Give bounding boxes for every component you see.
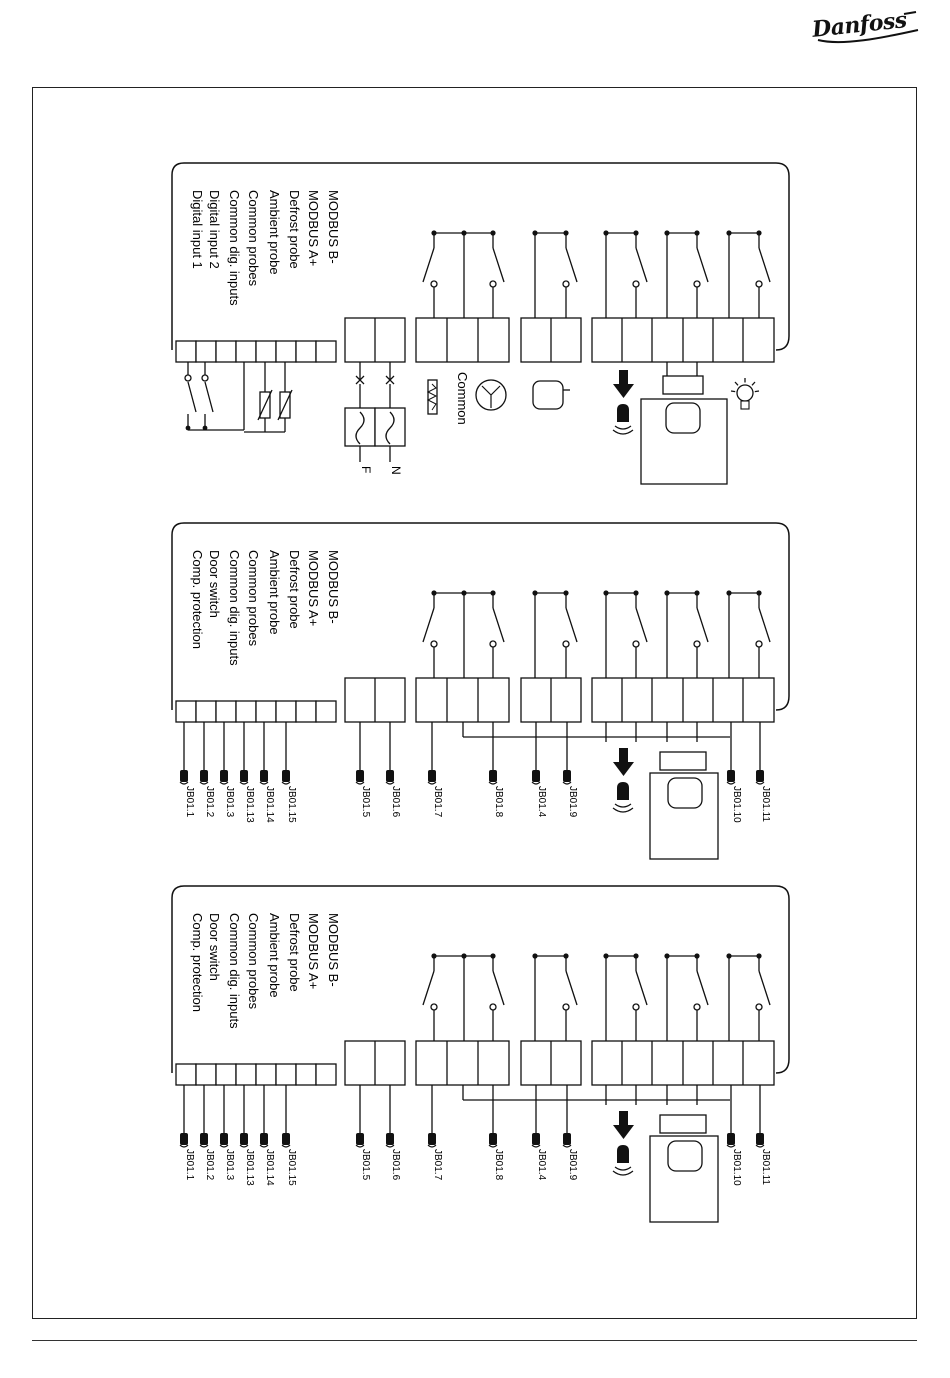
connector-tip <box>756 782 764 784</box>
bulb-ray <box>755 391 759 392</box>
relay-contact-terminal <box>490 641 496 647</box>
relay-contact <box>566 608 577 642</box>
input-terminal <box>256 701 276 722</box>
input-label-6: Door switch <box>207 913 222 981</box>
input-terminal <box>196 701 216 722</box>
relay-contact-terminal <box>694 641 700 647</box>
relay-terminal-block-a <box>416 318 509 362</box>
connector-label-JB01.1: JB01.1 <box>184 786 195 818</box>
connector-tip <box>356 782 364 784</box>
alarm-arrow-icon <box>613 1111 634 1139</box>
input-label-7: Comp. protection <box>190 550 205 649</box>
common-label: Common <box>455 372 470 425</box>
input-terminal <box>296 701 316 722</box>
input-label-6: Digital input 2 <box>207 190 222 269</box>
input-label-7: Comp. protection <box>190 913 205 1012</box>
brand-name: Danfoss <box>810 7 908 43</box>
connector-label-JB01.2: JB01.2 <box>204 786 215 818</box>
input-terminal <box>216 701 236 722</box>
alarm-sound-waves <box>613 1167 633 1175</box>
input-terminal <box>256 341 276 362</box>
input-terminal <box>176 341 196 362</box>
connector-label-JB01.4: JB01.4 <box>536 1149 547 1181</box>
connector-plug <box>356 770 364 782</box>
relay-contact <box>493 608 504 642</box>
connector-tip <box>220 1145 228 1147</box>
connector-tip <box>200 782 208 784</box>
input-label-0: MODBUS B- <box>326 913 341 987</box>
relay-terminal-block-a <box>416 1041 509 1085</box>
light-bulb-icon <box>737 385 753 401</box>
connector-plug <box>386 1133 394 1145</box>
relay-contact <box>423 971 434 1005</box>
connector-plug <box>220 1133 228 1145</box>
relay-contact-terminal <box>756 281 762 287</box>
relay-contact <box>423 608 434 642</box>
connector-plug <box>260 770 268 782</box>
connector-label-JB01.13: JB01.13 <box>244 1149 255 1186</box>
connector-label-JB01.10: JB01.10 <box>731 786 742 823</box>
input-terminal <box>296 341 316 362</box>
connector-plug <box>428 770 436 782</box>
relay-contact-terminal <box>694 1004 700 1010</box>
contactor <box>663 376 703 394</box>
input-label-2: Defrost probe <box>287 913 302 992</box>
contactor <box>660 752 706 770</box>
connector-tip <box>386 1145 394 1147</box>
input-label-7: Digital input 1 <box>190 190 205 269</box>
bulb-ray <box>731 391 735 392</box>
input-label-1: MODBUS A+ <box>306 190 321 267</box>
connector-plug <box>563 770 571 782</box>
input-label-3: Ambient probe <box>267 913 282 998</box>
bulb-ray <box>735 382 738 385</box>
input-terminal <box>236 341 256 362</box>
input-label-3: Ambient probe <box>267 550 282 635</box>
connector-label-JB01.8: JB01.8 <box>493 786 504 818</box>
relay-contact-terminal <box>633 641 639 647</box>
panel-power-supply <box>172 163 789 484</box>
connector-tip <box>180 1145 188 1147</box>
connector-label-JB01.15: JB01.15 <box>286 786 297 823</box>
connector-tip <box>386 782 394 784</box>
connector-plug <box>727 770 735 782</box>
input-label-2: Defrost probe <box>287 550 302 629</box>
connector-plug <box>282 770 290 782</box>
input-terminal <box>276 341 296 362</box>
relay-contact-terminal <box>756 1004 762 1010</box>
connector-label-JB01.10: JB01.10 <box>731 1149 742 1186</box>
switch-contact <box>205 382 213 412</box>
relay-contact <box>493 248 504 282</box>
connector-label-JB01.15: JB01.15 <box>286 1149 297 1186</box>
connector-plug <box>180 1133 188 1145</box>
connector-plug <box>756 770 764 782</box>
compressor-icon-large <box>666 403 700 433</box>
connector-label-JB01.8: JB01.8 <box>493 1149 504 1181</box>
connector-plug <box>428 1133 436 1145</box>
connector-label-JB01.4: JB01.4 <box>536 786 547 818</box>
alarm-sound-waves <box>613 426 633 434</box>
relay-contact <box>697 971 708 1005</box>
relay-contact-terminal <box>633 281 639 287</box>
compressor-icon <box>533 381 563 409</box>
connector-plug <box>386 770 394 782</box>
input-label-4: Common probes <box>246 550 261 647</box>
relay-contact <box>493 971 504 1005</box>
panel-wiring-2 <box>172 886 789 1222</box>
connector-plug <box>180 770 188 782</box>
connector-plug <box>260 1133 268 1145</box>
input-terminal <box>176 1064 196 1085</box>
connector-tip <box>489 1145 497 1147</box>
switch-terminal <box>202 375 208 381</box>
input-terminal <box>216 1064 236 1085</box>
relay-contact <box>423 248 434 282</box>
connector-label-JB01.11: JB01.11 <box>760 1149 771 1185</box>
input-label-3: Ambient probe <box>267 190 282 275</box>
connector-label-JB01.7: JB01.7 <box>432 786 443 818</box>
input-label-0: MODBUS B- <box>326 190 341 264</box>
connector-label-JB01.14: JB01.14 <box>264 786 275 823</box>
relay-contact <box>636 248 647 282</box>
alarm-bell-icon <box>617 404 629 422</box>
connector-plug <box>282 1133 290 1145</box>
switch-terminal <box>185 375 191 381</box>
supply-label-f: F <box>359 466 373 474</box>
connector-tip <box>727 1145 735 1147</box>
input-terminal <box>216 341 236 362</box>
breaker <box>375 408 405 446</box>
connector-tip <box>563 1145 571 1147</box>
connector-tip <box>428 782 436 784</box>
connector-label-JB01.5: JB01.5 <box>360 786 371 818</box>
supply-label-n: N <box>389 466 403 475</box>
connector-plug <box>489 770 497 782</box>
compressor-icon <box>668 1141 702 1171</box>
connector-label-JB01.11: JB01.11 <box>760 786 771 822</box>
connector-plug <box>220 770 228 782</box>
input-label-2: Defrost probe <box>287 190 302 269</box>
connector-label-JB01.6: JB01.6 <box>390 1149 401 1181</box>
connector-tip <box>282 1145 290 1147</box>
input-label-6: Door switch <box>207 550 222 618</box>
connector-tip <box>240 782 248 784</box>
connector-tip <box>260 782 268 784</box>
connector-tip <box>180 782 188 784</box>
connector-tip <box>532 782 540 784</box>
relay-contact-terminal <box>756 641 762 647</box>
alarm-arrow-icon <box>613 370 634 398</box>
connector-label-JB01.5: JB01.5 <box>360 1149 371 1181</box>
input-terminal <box>236 1064 256 1085</box>
relay-contact <box>697 608 708 642</box>
connector-plug <box>200 1133 208 1145</box>
connector-plug <box>563 1133 571 1145</box>
alarm-arrow-icon <box>613 748 634 776</box>
compressor-icon <box>668 778 702 808</box>
relay-contact-terminal <box>431 641 437 647</box>
panel-wiring-1 <box>172 523 789 859</box>
connector-tip <box>489 782 497 784</box>
connector-tip <box>260 1145 268 1147</box>
connector-tip <box>356 1145 364 1147</box>
connector-label-JB01.6: JB01.6 <box>390 786 401 818</box>
relay-contact <box>759 971 770 1005</box>
input-terminal <box>316 1064 336 1085</box>
connector-label-JB01.14: JB01.14 <box>264 1149 275 1186</box>
input-label-5: Common dig. inputs <box>227 550 242 666</box>
relay-contact-terminal <box>563 641 569 647</box>
relay-contact-terminal <box>694 281 700 287</box>
connector-label-JB01.1: JB01.1 <box>184 1149 195 1181</box>
contactor <box>660 1115 706 1133</box>
connector-plug <box>356 1133 364 1145</box>
relay-contact <box>566 248 577 282</box>
relay-contact-terminal <box>633 1004 639 1010</box>
relay-contact <box>566 971 577 1005</box>
input-label-1: MODBUS A+ <box>306 913 321 990</box>
input-label-5: Common dig. inputs <box>227 913 242 1029</box>
connector-tip <box>282 782 290 784</box>
relay-terminal-block-a <box>416 678 509 722</box>
relay-contact-terminal <box>490 1004 496 1010</box>
input-terminal <box>236 701 256 722</box>
connector-label-JB01.2: JB01.2 <box>204 1149 215 1181</box>
alarm-bell-icon <box>617 1145 629 1163</box>
relay-contact-terminal <box>563 281 569 287</box>
input-terminal <box>276 1064 296 1085</box>
relay-contact-terminal <box>490 281 496 287</box>
connector-tip <box>200 1145 208 1147</box>
bulb-base <box>741 401 749 409</box>
input-label-0: MODBUS B- <box>326 550 341 624</box>
input-label-5: Common dig. inputs <box>227 190 242 306</box>
connector-tip <box>727 782 735 784</box>
connector-plug <box>200 770 208 782</box>
relay-contact <box>697 248 708 282</box>
footer-rule <box>32 1340 917 1341</box>
connector-tip <box>532 1145 540 1147</box>
input-terminal <box>316 701 336 722</box>
connector-tip <box>563 782 571 784</box>
connector-label-JB01.9: JB01.9 <box>567 786 578 818</box>
breaker <box>345 408 375 446</box>
connector-plug <box>727 1133 735 1145</box>
relay-contact-terminal <box>563 1004 569 1010</box>
input-terminal <box>196 341 216 362</box>
connector-plug <box>240 770 248 782</box>
connector-plug <box>532 1133 540 1145</box>
connector-label-JB01.7: JB01.7 <box>432 1149 443 1181</box>
connector-plug <box>489 1133 497 1145</box>
input-terminal <box>176 701 196 722</box>
connector-label-JB01.9: JB01.9 <box>567 1149 578 1181</box>
relay-contact-terminal <box>431 1004 437 1010</box>
connector-tip <box>220 782 228 784</box>
input-label-4: Common probes <box>246 190 261 287</box>
input-label-1: MODBUS A+ <box>306 550 321 627</box>
connector-label-JB01.3: JB01.3 <box>224 786 235 818</box>
relay-contact <box>759 248 770 282</box>
connector-label-JB01.13: JB01.13 <box>244 786 255 823</box>
connector-tip <box>756 1145 764 1147</box>
connector-tip <box>428 1145 436 1147</box>
input-terminal <box>316 341 336 362</box>
connector-plug <box>240 1133 248 1145</box>
input-terminal <box>276 701 296 722</box>
alarm-sound-waves <box>613 804 633 812</box>
connector-label-JB01.3: JB01.3 <box>224 1149 235 1181</box>
bulb-ray <box>752 382 755 385</box>
connector-plug <box>756 1133 764 1145</box>
relay-contact <box>759 608 770 642</box>
input-terminal <box>296 1064 316 1085</box>
switch-contact <box>188 382 196 412</box>
relay-contact <box>636 608 647 642</box>
connector-tip <box>240 1145 248 1147</box>
relay-contact-terminal <box>431 281 437 287</box>
connector-plug <box>532 770 540 782</box>
alarm-bell-icon <box>617 782 629 800</box>
input-terminal <box>256 1064 276 1085</box>
input-terminal <box>196 1064 216 1085</box>
input-label-4: Common probes <box>246 913 261 1010</box>
relay-contact <box>636 971 647 1005</box>
